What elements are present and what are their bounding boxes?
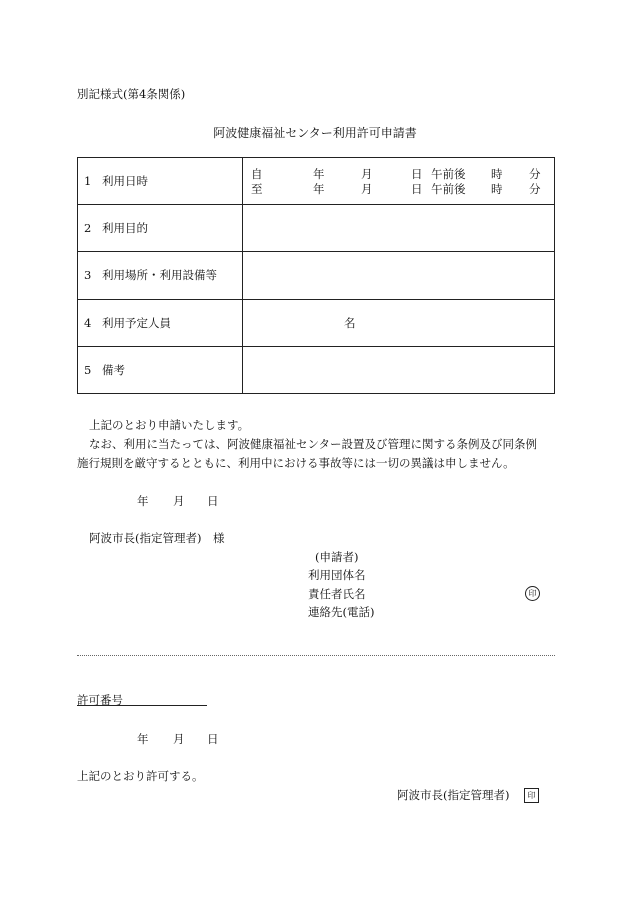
row-number: 5 bbox=[84, 362, 92, 377]
form-id: 別記様式(第4条関係) bbox=[77, 87, 186, 101]
applicant-heading: (申請者) bbox=[315, 550, 359, 564]
cut-line bbox=[77, 655, 555, 656]
table-row bbox=[78, 252, 555, 299]
permit-date-month: 月 bbox=[173, 732, 185, 746]
row-number: 2 bbox=[84, 221, 92, 236]
row-number: 3 bbox=[84, 268, 92, 283]
applicant-org-label: 利用団体名 bbox=[308, 568, 366, 582]
datetime-from-line bbox=[251, 166, 554, 181]
permit-statement: 上記のとおり許可する。 bbox=[77, 769, 204, 783]
row-label bbox=[78, 299, 243, 346]
row-label-text: 利用目的 bbox=[102, 221, 148, 236]
table-row bbox=[78, 299, 555, 346]
year-label: 年 bbox=[313, 182, 325, 197]
hour-label: 時 bbox=[491, 167, 503, 182]
permit-issuer: 阿波市長(指定管理者) bbox=[397, 788, 510, 802]
seal-icon: 印 bbox=[524, 788, 539, 803]
day-label: 日 bbox=[411, 182, 423, 197]
addressee: 阿波市長(指定管理者) 様 bbox=[89, 531, 225, 545]
from-label: 自 bbox=[251, 167, 263, 182]
minute-label: 分 bbox=[529, 167, 541, 182]
page-title: 阿波健康福祉センター利用許可申請書 bbox=[213, 126, 417, 140]
row-label-text: 備考 bbox=[102, 362, 125, 377]
applicant-responsible-label: 責任者氏名 bbox=[308, 587, 366, 601]
applicant-contact-label: 連絡先(電話) bbox=[308, 605, 375, 619]
row-label-text: 利用予定人員 bbox=[102, 315, 171, 330]
row-label bbox=[78, 252, 243, 299]
datetime-to-line bbox=[251, 181, 554, 196]
ampm-label: 午前後 bbox=[431, 167, 466, 182]
row-number: 1 bbox=[84, 174, 92, 189]
to-label: 至 bbox=[251, 182, 263, 197]
row-number: 4 bbox=[84, 315, 92, 330]
ampm-label: 午前後 bbox=[431, 182, 466, 197]
seal-icon: 印 bbox=[525, 586, 540, 601]
applicant-seal-mark bbox=[525, 585, 540, 601]
permit-date-year: 年 bbox=[137, 732, 149, 746]
table-row bbox=[78, 158, 555, 205]
date-day: 日 bbox=[207, 494, 219, 508]
month-label: 月 bbox=[361, 182, 373, 197]
month-label: 月 bbox=[361, 167, 373, 182]
table-row bbox=[78, 346, 555, 393]
row-label bbox=[78, 205, 243, 252]
year-label: 年 bbox=[313, 167, 325, 182]
people-field[interactable] bbox=[243, 299, 555, 346]
remarks-field[interactable] bbox=[243, 346, 555, 393]
location-field[interactable] bbox=[243, 252, 555, 299]
row-label-text: 利用日時 bbox=[102, 174, 148, 189]
minute-label: 分 bbox=[529, 182, 541, 197]
date-month: 月 bbox=[173, 494, 185, 508]
statement-line-1: 上記のとおり申請いたします。 bbox=[89, 418, 250, 432]
row-label bbox=[78, 158, 243, 205]
row-label-text: 利用場所・利用設備等 bbox=[102, 268, 217, 283]
datetime-field[interactable] bbox=[243, 158, 555, 205]
purpose-field[interactable] bbox=[243, 205, 555, 252]
row-label bbox=[78, 346, 243, 393]
permit-seal-mark bbox=[524, 787, 539, 803]
hour-label: 時 bbox=[491, 182, 503, 197]
table-row bbox=[78, 205, 555, 252]
permit-number-label: 許可番号 bbox=[77, 693, 123, 707]
permit-number-field[interactable] bbox=[77, 705, 207, 706]
day-label: 日 bbox=[411, 167, 423, 182]
statement-line-3: 施行規則を厳守するとともに、利用中における事故等には一切の異議は申しません。 bbox=[77, 456, 515, 470]
statement-line-2: なお、利用に当たっては、阿波健康福祉センター設置及び管理に関する条例及び同条例 bbox=[89, 437, 538, 451]
permit-date-day: 日 bbox=[207, 732, 219, 746]
date-year: 年 bbox=[137, 494, 149, 508]
people-unit: 名 bbox=[344, 315, 356, 330]
application-table bbox=[77, 157, 555, 394]
